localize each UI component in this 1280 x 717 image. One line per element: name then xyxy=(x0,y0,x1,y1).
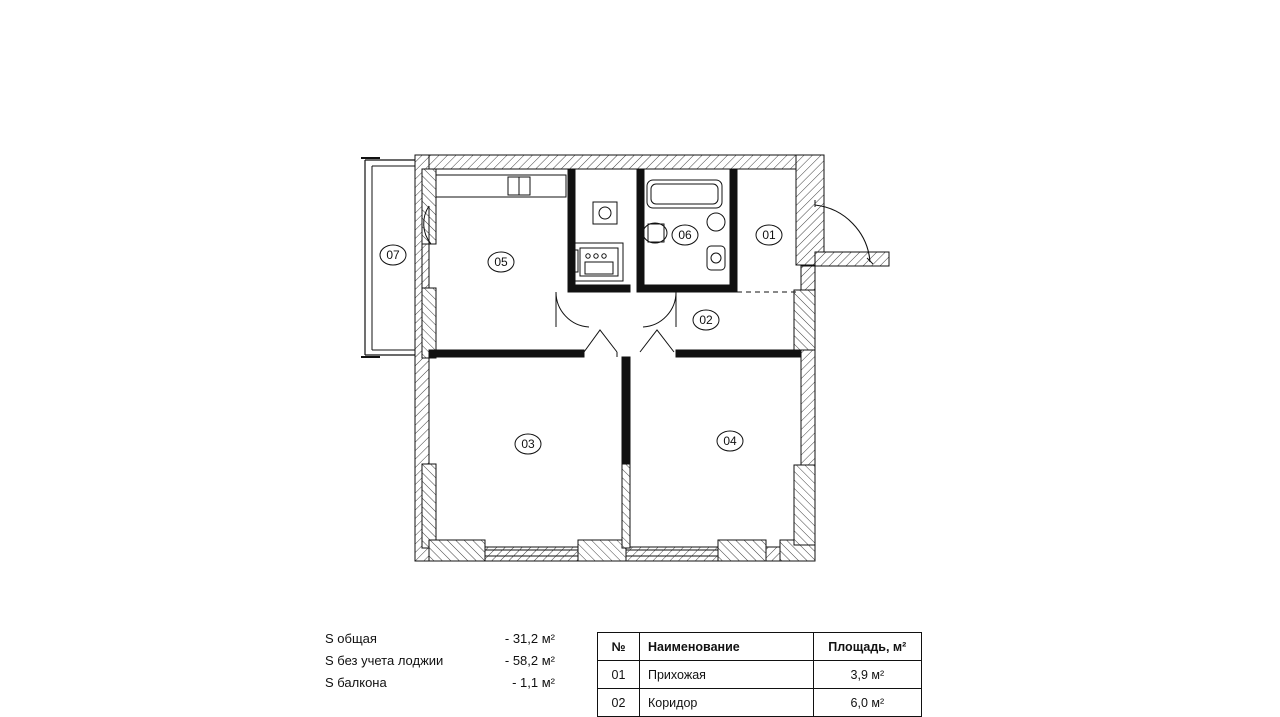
area-summary xyxy=(325,628,555,694)
room-marker xyxy=(693,310,719,330)
table-row xyxy=(598,689,922,717)
summary-row xyxy=(325,650,555,672)
table-header-row xyxy=(598,633,922,661)
room-marker xyxy=(756,225,782,245)
room-marker xyxy=(717,431,743,451)
room-marker-label: 07 xyxy=(386,248,400,262)
summary-value: - 58,2 м² xyxy=(504,653,555,668)
cell-name: Прихожая xyxy=(640,661,814,689)
cell-name: Коридор xyxy=(640,689,814,717)
room-marker-label: 01 xyxy=(762,228,776,242)
room-marker-label: 02 xyxy=(699,313,713,327)
summary-row xyxy=(325,672,555,694)
table-row xyxy=(598,661,922,689)
room-marker xyxy=(380,245,406,265)
summary-value: - 1,1 м² xyxy=(512,675,555,690)
summary-label: S балкона xyxy=(325,675,387,690)
summary-value: - 31,2 м² xyxy=(504,631,555,646)
room-marker xyxy=(488,252,514,272)
cell-number: 01 xyxy=(598,661,640,689)
header-name: Наименование xyxy=(640,633,814,661)
header-number: № xyxy=(598,633,640,661)
room-marker-label: 06 xyxy=(678,228,692,242)
room-marker-label: 04 xyxy=(723,434,737,448)
room-marker xyxy=(672,225,698,245)
room-marker xyxy=(515,434,541,454)
cell-area: 3,9 м² xyxy=(813,661,921,689)
header-area: Площадь, м² xyxy=(813,633,921,661)
summary-row xyxy=(325,628,555,650)
cell-number: 02 xyxy=(598,689,640,717)
room-marker-label: 03 xyxy=(521,437,535,451)
room-marker-label: 05 xyxy=(494,255,508,269)
summary-label: S общая xyxy=(325,631,377,646)
room-schedule-table xyxy=(597,632,922,717)
room-markers xyxy=(380,225,782,454)
summary-label: S без учета лоджии xyxy=(325,653,444,668)
cell-area: 6,0 м² xyxy=(813,689,921,717)
